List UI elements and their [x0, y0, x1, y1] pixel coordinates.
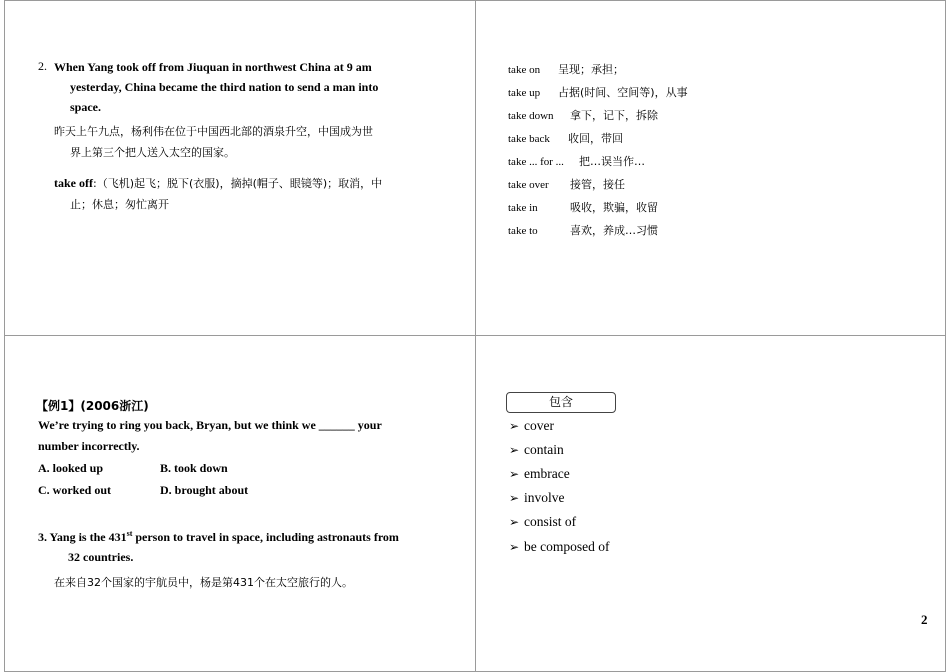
sentence-line-3: space.	[70, 100, 101, 114]
takeoff-term: take off	[54, 176, 93, 190]
phrase-meaning: 占据(时间、空间等)，从事	[558, 86, 688, 99]
takeoff-definition-line-1	[54, 175, 382, 191]
phrase-row	[508, 61, 624, 77]
sentence3-line-2: 32 countries.	[68, 550, 134, 564]
sentence3-rest: person to travel in space, including astronauts from	[135, 530, 399, 544]
bullet-item	[509, 539, 609, 555]
arrow-bullet-icon: ➢	[509, 467, 520, 481]
phrase-row	[508, 222, 658, 238]
bullet-text: embrace	[524, 466, 570, 481]
phrase-row	[508, 153, 645, 169]
phrase-row	[508, 107, 658, 123]
bullet-item	[509, 514, 576, 530]
translation-line-2: 界上第三个把人送入太空的国家。	[70, 146, 235, 159]
option-c: C. worked out	[38, 483, 112, 497]
sentence-line-1: When Yang took off from Jiuquan in northwest China at 9 am	[54, 60, 372, 74]
phrase-meaning: 把…误当作…	[579, 155, 645, 168]
sentence-line-2: yesterday, China became the third nation to send a man into	[70, 80, 379, 94]
bullet-text: contain	[524, 442, 564, 457]
phrase-meaning: 接管，接任	[570, 178, 625, 191]
option-d: D. brought about	[160, 483, 249, 497]
sentence3-prefix: 3. Yang is the 431	[38, 530, 127, 544]
sentence3-translation: 在来自32个国家的宇航员中，杨是第431个在太空旅行的人。	[54, 576, 353, 589]
bullet-item	[509, 466, 570, 482]
phrase-term: take down	[508, 110, 554, 122]
bullet-text: be composed of	[524, 539, 610, 554]
bullet-text: involve	[524, 490, 565, 505]
phrase-row	[508, 176, 625, 192]
phrase-meaning: 喜欢，养成…习惯	[570, 224, 658, 237]
example-label: 【例1】	[36, 399, 81, 413]
phrase-row	[508, 130, 623, 146]
question-line-1: We’re trying to ring you back, Bryan, but we think we ______ your	[38, 418, 382, 432]
item-number: 2.	[38, 59, 47, 73]
bullet-item	[509, 418, 554, 434]
phrase-meaning: 拿下，记下，拆除	[570, 109, 658, 122]
phrase-term: take on	[508, 64, 541, 76]
translation-line-1: 昨天上午九点，杨利伟在位于中国西北部的酒泉升空，中国成为世	[54, 125, 373, 138]
bullet-text: cover	[524, 418, 554, 433]
example-source: (2006浙江)	[80, 399, 149, 413]
takeoff-definition-text: :（飞机)起飞；脱下(衣服)，摘掉(帽子、眼镜等)；取消，中	[93, 177, 383, 190]
phrase-term: take over	[508, 179, 549, 191]
bullet-item	[509, 490, 565, 506]
phrase-term: take in	[508, 202, 538, 214]
phrase-term: take up	[508, 87, 541, 99]
bullet-item	[509, 442, 564, 458]
heading-box: 包含	[506, 392, 616, 413]
phrase-term: take back	[508, 133, 550, 145]
phrase-meaning: 收回，带回	[568, 132, 623, 145]
phrase-meaning: 呈现；承担；	[558, 63, 624, 76]
phrase-meaning: 吸收，欺骗，收留	[570, 201, 658, 214]
question-line-2: number incorrectly.	[38, 439, 140, 453]
panel-bottom-left	[4, 335, 476, 672]
sentence3-superscript: st	[126, 529, 133, 538]
phrase-term: take ... for ...	[508, 156, 564, 168]
page-number: 2	[921, 612, 928, 627]
arrow-bullet-icon: ➢	[509, 515, 520, 529]
phrase-row	[508, 84, 688, 100]
sentence3-line-1	[38, 530, 399, 545]
panel-top-left	[4, 0, 476, 336]
bullet-text: consist of	[524, 514, 577, 529]
arrow-bullet-icon: ➢	[509, 491, 520, 505]
example-header	[36, 397, 149, 414]
arrow-bullet-icon: ➢	[509, 443, 520, 457]
phrase-row	[508, 199, 658, 215]
takeoff-definition-line-2: 止；休息；匆忙离开	[70, 198, 169, 211]
option-a: A. looked up	[38, 461, 104, 475]
phrase-term: take to	[508, 225, 538, 237]
arrow-bullet-icon: ➢	[509, 419, 520, 433]
option-b: B. took down	[160, 461, 228, 475]
arrow-bullet-icon: ➢	[509, 540, 520, 554]
